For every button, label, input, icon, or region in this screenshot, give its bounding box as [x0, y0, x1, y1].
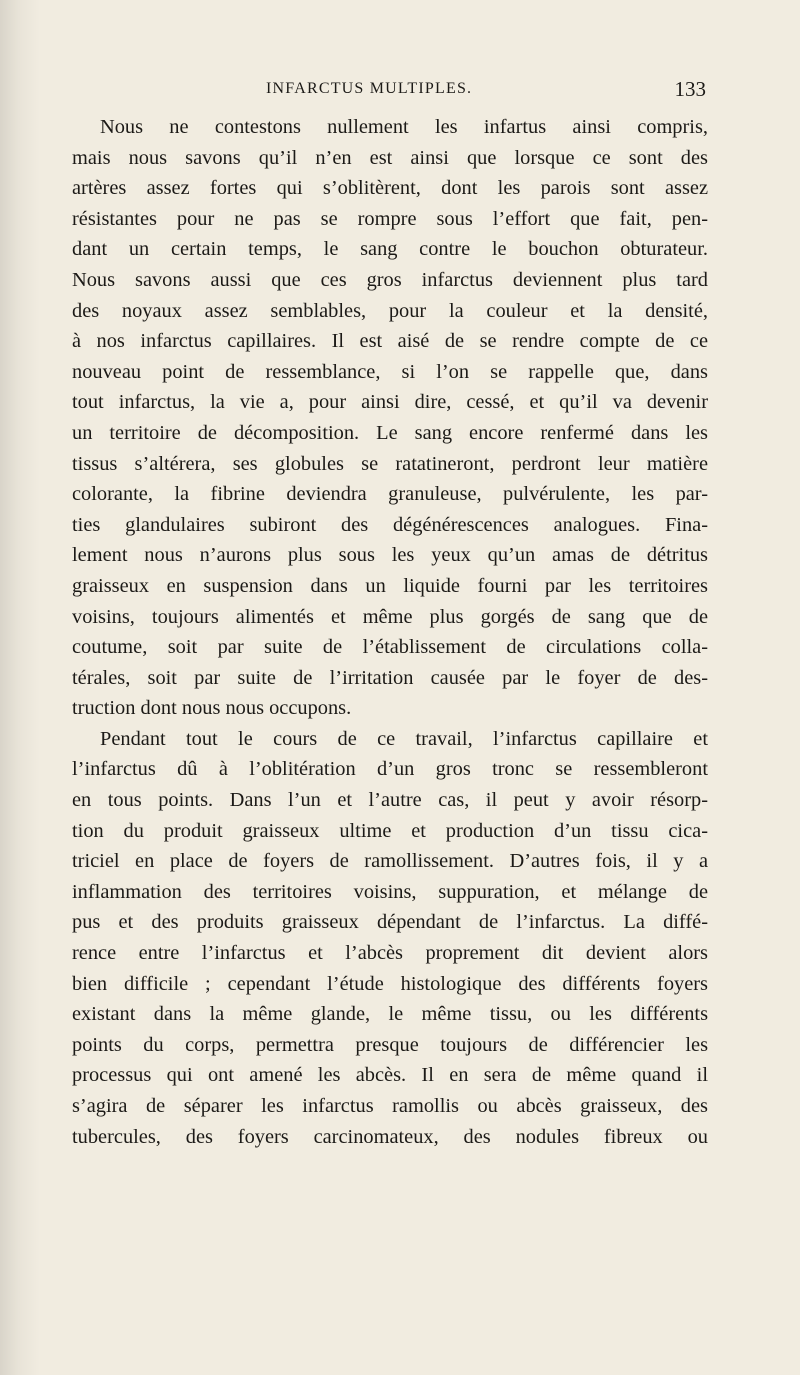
text-line: voisins, toujours alimentés et même plus gorgés de sang que de: [72, 605, 708, 628]
text-line: s’agira de séparer les infarctus ramollis ou abcès graisseux, des: [72, 1095, 708, 1117]
text-line: l’infarctus dû à l’oblitération d’un gros tronc se ressembleront: [72, 758, 708, 781]
text-line: un territoire de décomposition. Le sang encore renfermé dans les: [72, 421, 708, 444]
text-line: térales, soit par suite de l’irritation causée par le foyer de des-: [72, 666, 708, 689]
running-title: INFARCTUS MULTIPLES.: [266, 80, 473, 97]
text-line: des noyaux assez semblables, pour la couleur et la densité,: [72, 299, 708, 322]
page-number: 133: [674, 77, 706, 101]
text-line: Pendant tout le cours de ce travail, l’infarctus capillaire et: [100, 727, 708, 750]
text-line: existant dans la même glande, le même tissu, ou les différents: [72, 1003, 708, 1026]
text-line: inflammation des territoires voisins, suppuration, et mélange de: [72, 880, 708, 903]
text-line: dant un certain temps, le sang contre le bouchon obturateur.: [72, 238, 708, 261]
text-line: mais nous savons qu’il n’en est ainsi que lorsque ce sont des: [72, 146, 708, 169]
text-line: truction dont nous nous occupons.: [72, 697, 352, 720]
text-line: coutume, soit par suite de l’établissement de circulations colla-: [72, 636, 708, 659]
text-line: Nous ne contestons nullement les infartus ainsi compris,: [100, 116, 708, 138]
text-line: ties glandulaires subiront des dégénérescences analogues. Fina-: [72, 513, 708, 536]
text-line: résistantes pour ne pas se rompre sous l’effort que fait, pen-: [72, 207, 708, 230]
text-line: colorante, la fibrine deviendra granuleuse, pulvérulente, les par-: [72, 483, 708, 506]
text-line: Nous savons aussi que ces gros infarctus deviennent plus tard: [72, 268, 708, 291]
text-line: tout infarctus, la vie a, pour ainsi dire, cessé, et qu’il va devenir: [72, 391, 708, 414]
text-line: en tous points. Dans l’un et l’autre cas, il peut y avoir résorp-: [72, 789, 708, 812]
text-line: artères assez fortes qui s’oblitèrent, dont les parois sont assez: [72, 177, 708, 200]
body-text: [72, 112, 708, 1152]
text-line: rence entre l’infarctus et l’abcès proprement dit devient alors: [72, 942, 708, 965]
text-line: bien difficile ; cependant l’étude histologique des différents foyers: [72, 972, 708, 995]
text-line: à nos infarctus capillaires. Il est aisé de se rendre compte de ce: [72, 330, 708, 353]
text-line: points du corps, permettra presque toujours de différencier les: [72, 1033, 708, 1056]
text-line: tissus s’altérera, ses globules se ratatineront, perdront leur matière: [72, 452, 708, 475]
text-line: graisseux en suspension dans un liquide fourni par les territoires: [72, 574, 708, 597]
page-header: [266, 77, 706, 110]
text-line: tubercules, des foyers carcinomateux, des nodules fibreux ou: [72, 1125, 708, 1148]
text-line: triciel en place de foyers de ramollissement. D’autres fois, il y a: [72, 850, 708, 873]
text-line: nouveau point de ressemblance, si l’on se rappelle que, dans: [72, 360, 708, 383]
text-line: lement nous n’aurons plus sous les yeux qu’un amas de détritus: [72, 544, 708, 567]
text-line: pus et des produits graisseux dépendant de l’infarctus. La diffé-: [72, 911, 708, 934]
text-line: tion du produit graisseux ultime et production d’un tissu cica-: [72, 819, 708, 842]
text-line: processus qui ont amené les abcès. Il en sera de même quand il: [72, 1064, 708, 1087]
